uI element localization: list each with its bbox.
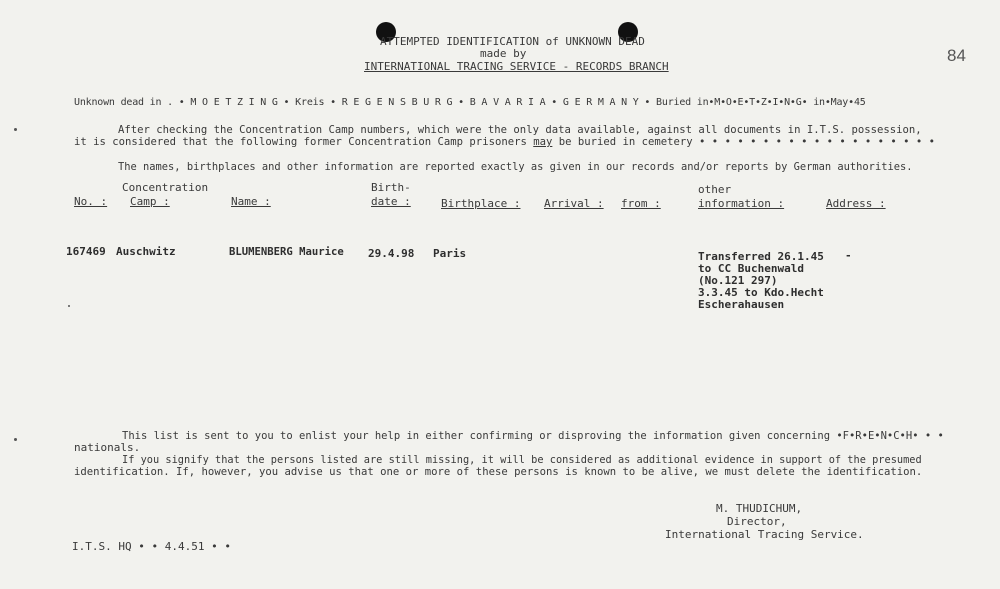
missing-line-2: identification. If, however, you advise us that one or more of these persons is known to be alive, we must delete the identification. xyxy=(74,466,923,478)
row-other-1: Transferred 26.1.45 xyxy=(698,250,824,263)
checking-line-2-end: be buried in cemetery • • • • • • • • • • • • • • • • • • • xyxy=(552,136,936,148)
enlist-line-1: This list is sent to you to enlist your help in either confirming or disproving the information given concerning •F•R•E•N•C•H• • • xyxy=(122,430,944,442)
row-other-3: (No.121 297) xyxy=(698,274,778,287)
names-note: The names, birthplaces and other information are reported exactly as given in our records and/or reports by German authorities. xyxy=(118,161,913,173)
col-other: information : xyxy=(698,197,785,210)
col-birthdate: date : xyxy=(371,195,411,208)
col-birthplace: Birthplace : xyxy=(441,197,521,210)
unknown-dead-line: Unknown dead in . • M O E T Z I N G • Kreis • R E G E N S B U R G • B A V A R I A • G E R M A N Y • Buried in•M•O•E•T•Z•I•N•G• in•May•45 xyxy=(74,97,866,108)
col-other-top: other xyxy=(698,183,732,196)
row-name: BLUMENBERG Maurice xyxy=(229,246,344,258)
col-name: Name : xyxy=(231,195,271,208)
col-address: Address : xyxy=(826,197,886,210)
col-arrival: Arrival : xyxy=(544,197,604,210)
made-by-text: made by xyxy=(480,47,527,60)
checking-line-1: After checking the Concentration Camp numbers, which were the only data available, against all documents in I.T.S. possession, xyxy=(118,124,922,136)
row-camp: Auschwitz xyxy=(116,245,176,258)
col-from: from : xyxy=(621,197,661,210)
margin-speck xyxy=(14,438,17,441)
missing-line-1: If you signify that the persons listed are still missing, it will be considered as additional evidence in support of the presumed xyxy=(122,454,922,466)
row-other-5: Escherahausen xyxy=(698,298,785,311)
checking-line-2 xyxy=(74,136,935,148)
enlist-line-2: nationals. xyxy=(74,441,141,454)
row-other-2: to CC Buchenwald xyxy=(698,262,804,275)
signatory-title: Director, xyxy=(727,515,787,528)
page-number: 84 xyxy=(947,46,966,65)
row-other-4: 3.3.45 to Kdo.Hecht xyxy=(698,286,824,299)
row-no: 167469 xyxy=(66,245,106,258)
organization-name: INTERNATIONAL TRACING SERVICE - RECORDS BRANCH xyxy=(364,60,669,73)
col-birth-top: Birth- xyxy=(371,181,411,194)
reference-line: I.T.S. HQ • • 4.4.51 • • xyxy=(72,540,231,553)
row-birthdate: 29.4.98 xyxy=(368,247,415,260)
margin-speck xyxy=(68,305,70,307)
margin-speck xyxy=(14,128,17,131)
document-title: ATTEMPTED IDENTIFICATION of UNKNOWN DEAD xyxy=(380,35,645,48)
checking-line-2-start: it is considered that the following former Concentration Camp prisoners xyxy=(74,136,534,148)
signatory-org: International Tracing Service. xyxy=(665,528,864,541)
col-camp-top: Concentration xyxy=(122,181,209,194)
col-camp: Camp : xyxy=(130,195,170,208)
col-no: No. : xyxy=(74,195,108,208)
row-birthplace: Paris xyxy=(433,247,467,260)
signatory-name: M. THUDICHUM, xyxy=(716,502,803,515)
may-word: may xyxy=(533,136,553,148)
row-address: - xyxy=(845,249,852,262)
